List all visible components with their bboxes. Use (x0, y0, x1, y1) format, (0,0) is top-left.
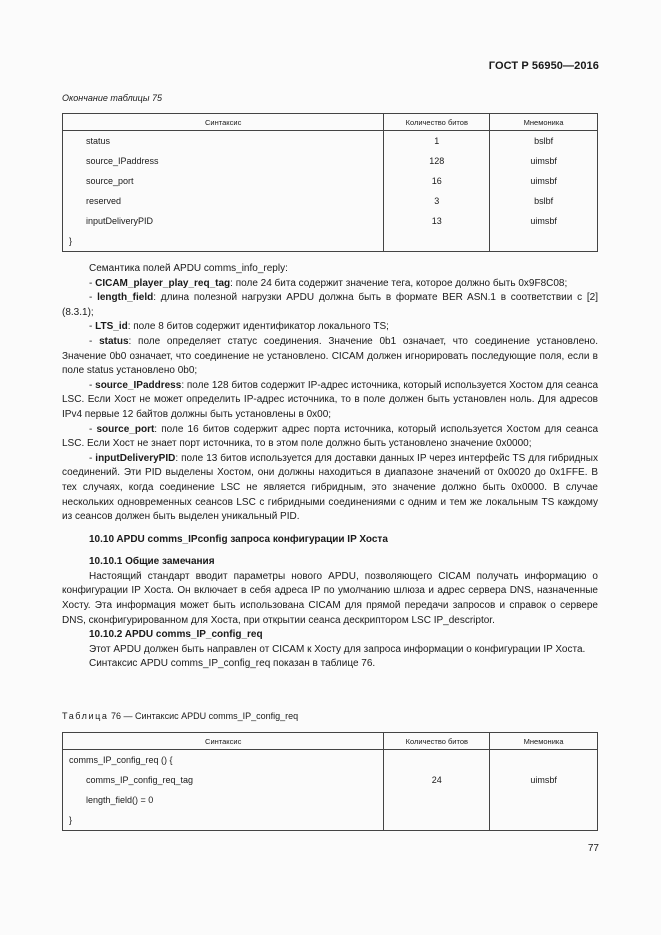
mnemonic-cell (490, 810, 598, 831)
field-description: - LTS_id: поле 8 битов содержит идентификатор локального TS; (89, 321, 389, 333)
empty-cell (384, 231, 490, 252)
field-text: : поле 13 битов используется для доставки данных IP через интерфейс TS для гибридных соединений. Эти PID выделены Хостом, они должны находиться в диапазоне значений от 0x0020 до 0x1FFE. В тех случаях, когда соединение LSC не является гибридным, это значение должно быть 0x0000. В случае нескольких одновременных сеансов LSC с гибридными соединениями с одним и тем же локальным TS каждому из сеансов должен быть выделен уникальный PID. (62, 452, 598, 523)
field-name: source_port (96, 423, 155, 435)
empty-cell (490, 231, 598, 252)
syntax-cell: source_IPaddress (63, 151, 384, 171)
mnemonic-cell: bslbf (490, 131, 598, 152)
section-10-10-1-text: Настоящий стандарт вводит параметры нового APDU, позволяющего CICAM получать информацию о конфигурации IP Хоста. Он включает в себя адреса IP по умолчанию шлюза и адрес сервера DNS, назначенные Хосту. Эта информация может быть использована CICAM для прямой передачи запросов и справок о сервере DNS, сконфигурированном для Хоста, при открытии сеанса дескриптором LSC IP_descriptor. (62, 570, 598, 626)
bits-cell (384, 790, 490, 810)
bits-cell: 3 (384, 191, 490, 211)
table-75 (62, 113, 598, 252)
field-name: inputDeliveryPID (95, 452, 176, 464)
section-10-10-1-title: 10.10.1 Общие замечания (89, 556, 215, 568)
syntax-cell: inputDeliveryPID (63, 211, 384, 231)
field-description: - inputDeliveryPID: поле 13 битов используется для доставки данных IP через интерфейс TS для гибридных соединений. Эти PID выделены Хостом, они должны находиться в диапазоне значений от 0x0020 до 0x1FFE. В тех случаях, когда соединение LSC не является гибридным, это значение должно быть 0x0000. В случае нескольких одновременных сеансов LSC с гибридными соединениями с одним и тем же локальным TS каждому из сеансов должен быть выделен уникальный PID. (62, 452, 598, 523)
syntax-cell: comms_IP_config_req () { (63, 750, 384, 771)
table-row (63, 750, 598, 771)
semantics-intro: Семантика полей APDU comms_info_reply: (89, 263, 288, 274)
table-75-caption: Окончание таблицы 75 (62, 93, 162, 103)
header-mnemonic: Мнемоника (490, 733, 598, 750)
field-name: source_IPaddress (95, 379, 182, 391)
table-header-row (63, 733, 598, 750)
table-header-row (63, 114, 598, 131)
section-10-10-2-para-1: Этот APDU должен быть направлен от CICAM к Хосту для запроса информации о конфигурации IP Хоста. (89, 643, 586, 655)
bits-cell: 13 (384, 211, 490, 231)
mnemonic-cell: uimsbf (490, 151, 598, 171)
field-text: : поле определяет статус соединения. Значение 0b1 означает, что соединение установлено. Значение 0b0 означает, что соединение не установлено. CICAM должен игнорировать последующие поля, если в поле status установлено 0b0; (62, 335, 599, 377)
table-row (63, 131, 598, 152)
syntax-cell: comms_IP_config_req_tag (63, 770, 384, 790)
header-syntax: Синтаксис (63, 114, 384, 131)
table-row (63, 231, 598, 252)
mnemonic-cell: uimsbf (490, 211, 598, 231)
field-name: LTS_id (95, 321, 128, 333)
table-row (63, 151, 598, 171)
field-text: : поле 24 бита содержит значение тега, которое должно быть 0x9F8C08; (230, 277, 568, 289)
field-text: : длина полезной нагрузки APDU должна быть в формате BER ASN.1 в соответствии с [2] (8.3.1); (62, 292, 598, 318)
mnemonic-cell (490, 790, 598, 810)
table-76-caption (62, 711, 298, 721)
field-name: CICAM_player_play_req_tag (95, 277, 231, 289)
table-row (63, 191, 598, 211)
field-name: length_field (97, 292, 154, 304)
bits-cell (384, 810, 490, 831)
field-description: - source_IPaddress: поле 128 битов содержит IP-адрес источника, который используется Хостом для сеанса LSC. Если Хост не может определить IP-адрес источника, то в поле должен быть установлен ноль. Для адресов IPv4 первые 12 байтов должны быть установлены в 0x00; (62, 379, 599, 420)
table-row (63, 211, 598, 231)
header-bits: Количество битов (384, 114, 490, 131)
field-text: : поле 8 битов содержит идентификатор локального TS; (127, 321, 389, 333)
bits-cell: 1 (384, 131, 490, 152)
mnemonic-cell: uimsbf (490, 770, 598, 790)
field-text: : поле 16 битов содержит адрес порта источника, который используется Хостом для сеанса LSC. Если Хост не знает порт источника, то в этом поле должно быть установлено значение 0x0000; (62, 423, 599, 450)
section-10-10-2-para-2: Синтаксис APDU comms_IP_config_req показан в таблице 76. (89, 658, 376, 670)
bits-cell: 24 (384, 770, 490, 790)
table-row (63, 770, 598, 790)
bits-cell: 16 (384, 171, 490, 191)
mnemonic-cell (490, 750, 598, 771)
mnemonic-cell: uimsbf (490, 171, 598, 191)
syntax-cell: status (63, 131, 384, 152)
table-76-caption-prefix: Таблица (62, 711, 109, 721)
closing-brace-cell: } (63, 231, 384, 252)
mnemonic-cell: bslbf (490, 191, 598, 211)
table-row (63, 810, 598, 831)
syntax-cell: reserved (63, 191, 384, 211)
table-76 (62, 732, 598, 831)
section-10-10-title: 10.10 APDU comms_IPconfig запроса конфигурации IP Хоста (89, 533, 388, 545)
field-description: - CICAM_player_play_req_tag: поле 24 бита содержит значение тега, которое должно быть 0x9F8C08; (89, 277, 568, 289)
header-bits: Количество битов (384, 733, 490, 750)
field-description: - status: поле определяет статус соединения. Значение 0b1 означает, что соединение установлено. Значение 0b0 означает, что соединение не установлено. CICAM должен игнорировать последующие поля, если в поле status установлено 0b0; (62, 335, 599, 377)
header-mnemonic: Мнемоника (490, 114, 598, 131)
table-row (63, 171, 598, 191)
bits-cell: 128 (384, 151, 490, 171)
closing-brace-cell: } (63, 810, 384, 831)
syntax-cell: length_field() = 0 (63, 790, 384, 810)
syntax-cell: source_port (63, 171, 384, 191)
bits-cell (384, 750, 490, 771)
table-row (63, 790, 598, 810)
field-description: - source_port: поле 16 битов содержит адрес порта источника, который используется Хостом для сеанса LSC. Если Хост не знает порт источника, то в этом поле должно быть установлено значение 0x0000; (62, 423, 599, 450)
section-10-10-2-title: 10.10.2 APDU comms_IP_config_req (89, 629, 263, 641)
main-text (62, 262, 598, 672)
standard-header: ГОСТ Р 56950—2016 (488, 60, 599, 72)
page-number: 77 (587, 843, 599, 854)
header-syntax: Синтаксис (63, 733, 384, 750)
field-name: status (99, 335, 129, 347)
field-text: : поле 128 битов содержит IP-адрес источника, который используется Хостом для сеанса LSC. Если Хост не может определить IP-адрес источника, то в поле должен быть установлен ноль. Для адресов IPv4 первые 12 байтов должны быть установлены в 0x00; (62, 379, 599, 420)
table-76-caption-rest: 76 — Синтаксис APDU comms_IP_config_req (108, 711, 299, 721)
field-description: - length_field: длина полезной нагрузки APDU должна быть в формате BER ASN.1 в соответствии с [2] (8.3.1); (62, 292, 598, 318)
